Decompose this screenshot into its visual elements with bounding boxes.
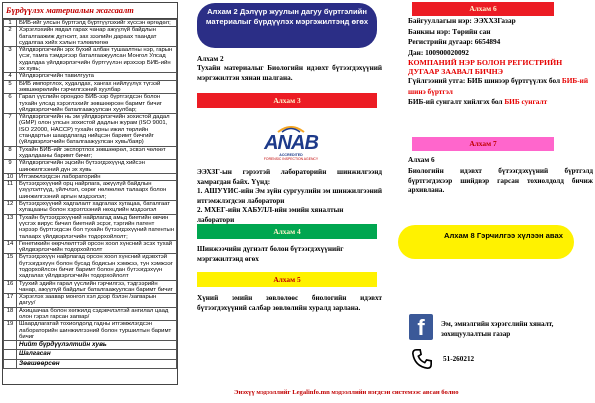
step2-text: Тухайн материалыг Биологийн идэвхт бүтээгдэхүүний мэргэжилтэн хянан шалгана. [197,64,382,82]
checklist-row [4,321,177,341]
checklist-row-text: Генетикийн өөрчлөлттэй орсон хоол хүнсний эсэх тухай үйлдвэрлэгчийн тодорхойлолт [17,240,177,254]
checklist-row-text: Бүтээгдэхүүний хадгалалт хадгалах хугацаа, баталгаат хугацааны болон хэрэглээний нөхцлийн мэдээлэл [17,201,177,215]
checklist-row [4,280,177,294]
checklist-row-number: 6 [4,94,17,114]
checklist-row-text: Бүтээгдэхүүний орц найрлага, ажүүлүй байдлын үзүүлэлтүүд, үйлчлэл, сөрөг нөлөөлөл талаарх болон шинжилгээний аргын мэдээлэл; [17,181,177,201]
checklist-row [4,181,177,201]
receiver-name: Байгууллагын нэр: ЭЭХХЗГазар [408,16,516,25]
checklist-row [4,114,177,146]
phone-icon [410,348,434,370]
anab-logo-accredited: ACCREDITED [279,153,303,157]
new-registration-label: БИБ-ий шинэ бүртгэл [408,76,589,96]
checklist-row-number: 12 [4,201,17,215]
checklist-row [4,173,177,180]
step2-pill: Алхам 2 Дэлүүр жуулын дагуу бүртгэлийн материалыг бүрдүүлэх мэргэжилтэнд өгөх [197,3,377,48]
footer-source: Энэхүү мэдээллийг Legalinfo.mn мэдээллийн нэгдсэн системээс авсан болно [234,389,459,396]
step3-text: ЭЭХЗГ-ын гэрээтэй лабораторийн шинжилгээнд хамрагдан байх. Үүнд: [197,168,382,186]
checklist-row [4,94,177,114]
checklist-row [4,27,177,47]
checklist-row-text: Хэрэглэхийн явдал гарах чанар ажүүлүй байдлын баталгаажиж дүгнэлт, зах зээлийн дарааx таандат судалгаа хийх хэлын тэлөвлөгөө [17,27,177,47]
checklist-row-number: 13 [4,214,17,240]
step3-item-1: 1. АШУҮИС-ийн Эм зүйн сургуулийн эм шинжилгээний итгэмжлэгдсэн лаборатори [197,187,382,205]
agency-facebook-text: Эм, эмнэлгийн хэрэгслийн хяналт, зохицуулалтын газар [441,320,554,338]
checklist-row-number: 9 [4,160,17,174]
step5-bar: Алхам 5 [197,272,377,287]
checklist-row-number: 10 [4,173,17,180]
checklist-row [4,80,177,94]
checklist-row-text: БИБ импортлох, худалдах, хангах нийлүүлүх түгээй зөвшөөрөлийн гэрчилгээний хуулбар [17,80,177,94]
step3-bar: Алхам 3 [197,93,377,108]
step5-text: Хүний эмийн зөвлөлөөс биологийн идэвхт бүтээгдэхүүний салбар зөвлөлийн хуралд зарлана. [197,294,382,312]
checklist-row [4,294,177,308]
checklist-row [4,201,177,215]
checklist-footer-row [4,359,177,368]
checklist-table [3,19,177,369]
checklist-footer-row [4,341,177,350]
checklist-row [4,47,177,73]
account-number: Дан: 100900020092 [408,47,469,57]
checklist-row-number: 19 [4,321,17,341]
checklist-row [4,214,177,240]
checklist-row-number: 17 [4,294,17,308]
checklist-footer-label: Нийт бүрдүүлэлтийн хувь [17,341,177,350]
step6-bar: Алхам 6 [412,2,554,16]
checklist-row [4,254,177,280]
checklist-row-number: 4 [4,73,17,80]
checklist-row [4,146,177,160]
checklist-row-number: 3 [4,47,17,73]
checklist-row-text: Итгэмжлэгдсэн лабораторийн [17,173,177,180]
step7-bar: Алхам 7 [412,137,554,151]
payment-purpose-new: Гүйлгээний утга: БИБ шинээр бүртгүүлэх бол БИБ-ий шинэ бүртгэл [408,76,589,96]
checklist-row-text: Тухайн бүтээгдэхүүний найрлагад амьд биетийн өвчин үүсгэх вирус бичил биетний эсрэг, тэргийн патент нэрээр бүртгэгдсэн бол тухайн бүтээгдэхүүний патентын талаарх үйлдвэрлэгчийн тодорхойлолт; [17,214,177,240]
step2-heading: Алхам 2 [197,55,224,63]
step4-text: Шинжээчийн дүгнэлт болон бүтээгдэхүүнийг мэргэжилтэнд өгөх [197,245,344,263]
step8-pill: Алхам 8 Гэрчилгээ хүлээн авах [398,225,574,259]
step6-text: Биологийн идэвхт бүтээгдэхүүний бүртгэлд бүртгэгдэхээр шийдвэр гарсан тохиолдолд бичиж архивлана. [408,167,593,195]
checklist-row [4,73,177,80]
step3-item-2: 2. МХЕГ-ийн ХАБУЛЛ-ийн эмийн хяналтын лаборатори [197,206,344,224]
checklist-row-text: Үйлдвэрлэгчийн эцсийн бүтээгдэхүүнд хийсэн шинжилгээний дүн эх хувь [17,160,177,174]
anab-logo-word: ANAB [264,132,318,154]
checklist-row-text: Туухий эдийн гарал үүслийн гэрчилгээ, тэдгээрийн чанар, ажүүлүй байдлыг баталгаажуулсан баримт бичиг [17,280,177,294]
checklist-footer-blank [4,350,17,359]
checklist-row-number: 14 [4,240,17,254]
checklist-row-text: Ахицаачаа болон хөгжилд сэдэвчлэлтэй ангилал цаад олон гэрэл гарсан загвар/ [17,307,177,321]
facebook-icon[interactable]: f [409,314,433,340]
checklist-row-number: 1 [4,20,17,27]
checklist-row [4,307,177,321]
checklist-row [4,160,177,174]
warning-note: КОМПАНИЙ НЭР БОЛОН РЕГИСТРИЙН ДУГААР ЗААВАЛ БИЧНЭ [408,58,563,76]
step6-heading: Алхам 6 [408,156,435,164]
register-number: Регистрийн дугаар: 6654894 [408,37,501,46]
checklist-row-number: 7 [4,114,17,146]
step4-bar: Алхам 4 [197,224,377,239]
checklist-row-text: Гарал үүслийн орондоо БИБ-ээр бүртгэгдсэн болон тухайн улсад хэрэглэхийг зөвшөөрсөн баримт бичиг үйлдвэрлэгчийн баталгаажуулсан хуулбар; [17,94,177,114]
checklist-row-number: 8 [4,146,17,160]
phone-number: 51-260212 [443,355,475,363]
checklist-row [4,20,177,27]
anab-logo [256,124,326,162]
bank-name: Банкны нэр: Төрийн сан [408,26,491,36]
checklist-row-text: Үйлдвэрлэгчийн эрх бүхий албан тушаалтны нэр, гарын үсэг, тамга тэмдэгээр баталгаажуулсан Монгол Улсад худалдаа үйлдвэрлэгчийн бүртгүүлэн ирэхээр БИБ-ийн эх хувь; [17,47,177,73]
checklist-row-text: Үйлдвэрлэгчийн тавилгууга [17,73,177,80]
renewal-label: БИБ сунгалт [504,97,548,106]
checklist-footer-blank [4,359,17,368]
checklist-title: Бүрдүүлэх материалын жагсаалт [3,3,177,19]
payment-info [408,16,593,108]
checklist-row-number: 5 [4,80,17,94]
materials-checklist [2,2,178,385]
checklist-row-number: 16 [4,280,17,294]
anab-logo-agency: FORENSIC INSPECTION AGENCY [263,157,319,161]
checklist-row-text: БИБ-ийг улсын бүртгэлд бүртгүүлэхийг хүссэн өргөдөл; [17,20,177,27]
checklist-row-text: Бүтээгдэхүүн найрлагад орсон хоол хүнсний идэвхтэй бүтээгдэхүүн болон бусад бодисын хэмжээ, тун хэмжээг тодорхойлсон бичиг баримт болон дан бүтээгдэхүүн хадгалах үйлдвэрлэгчийн тодорхойлолт [17,254,177,280]
checklist-row [4,240,177,254]
checklist-footer-blank [4,341,17,350]
checklist-row-number: 18 [4,307,17,321]
checklist-row-text: Тухайн БИБ-ийг экспортлох зөвшөөрөл, эсвэл чөлөөт худалдааны баримт бичиг; [17,146,177,160]
payment-purpose-renewal: БИБ-ий сунгалт хийлгэх бол БИБ сунгалт [408,97,548,106]
checklist-row-number: 15 [4,254,17,280]
checklist-footer-label: Шалгасан [17,350,177,359]
checklist-row-text: Шаардлагатай тохиолдолд гадны итгэмжлэгдсэн лабораторийн шинжилгээний болон туршилтын баримт бичиг [17,321,177,341]
checklist-row-number: 11 [4,181,17,201]
checklist-footer-row [4,350,177,359]
checklist-footer-label: Зөвшөөрсөн [17,359,177,368]
checklist-row-text: Үйлдвэрлэгчийн нь эм үйлдвэрлэгчийн зохистой дадал (GMP) олон улсын зохистой дадлын журам (ISO 9001, ISO 22000, HACCP) тухайн орны ижил төрлийн стандартын шаардлагад нийцсэн баримт бичгийг (үйлдвэрлэгчийн баталгаажуулсан хувь/баяр) [17,114,177,146]
checklist-row-text: Хэрэглэх заавар монгол хэл дээр бэлэн /загварын дагуу/ [17,294,177,308]
checklist-row-number: 2 [4,27,17,47]
